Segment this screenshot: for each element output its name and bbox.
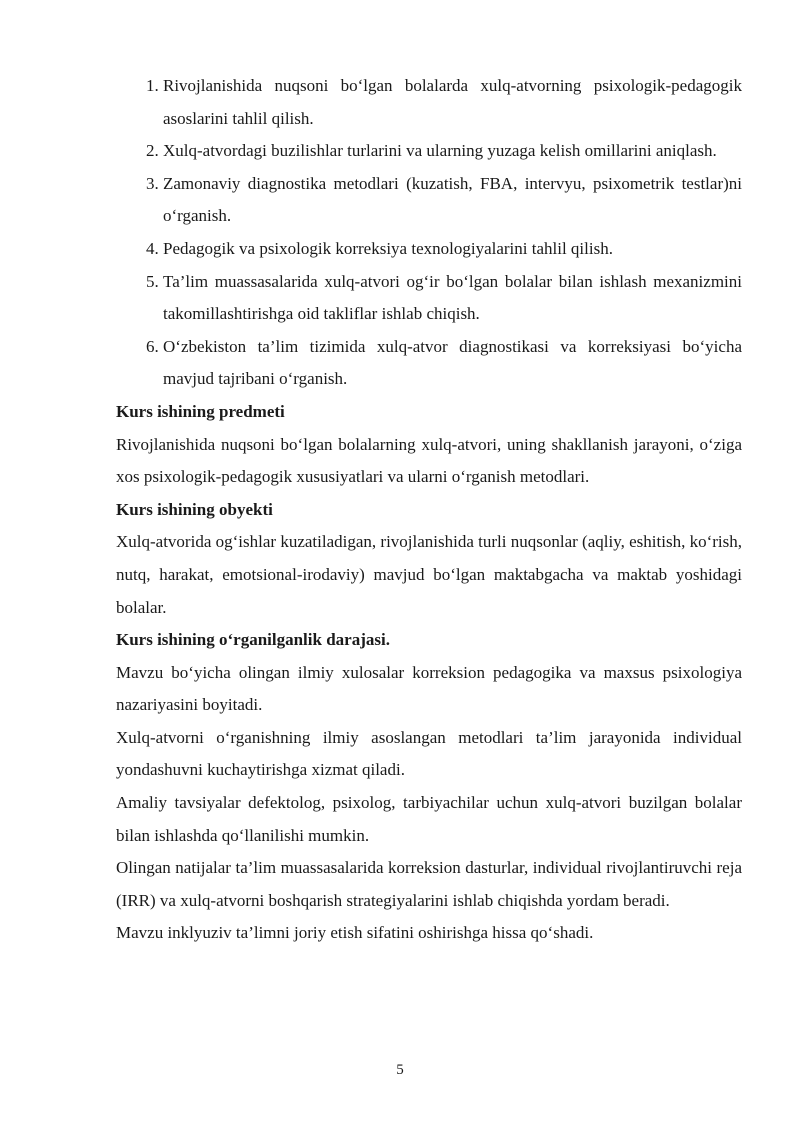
list-item: 1. Rivojlanishida nuqsoni bo‘lgan bolalarda xulq-atvorning psixologik-pedagogik asoslarini tahlil qilish. [163,70,742,135]
list-item: 6. O‘zbekiston ta’lim tizimida xulq-atvor diagnostikasi va korreksiyasi bo‘yicha mavjud tajribani o‘rganish. [163,331,742,396]
study-level-paragraph: Xulq-atvorni o‘rganishning ilmiy asoslangan metodlari ta’lim jarayonida individual yondashuvni kuchaytirishga xizmat qiladi. [116,727,742,780]
study-level-paragraph: Mavzu bo‘yicha olingan ilmiy xulosalar korreksion pedagogika va maxsus psixologiya nazariyasini boyitadi. [116,662,742,715]
study-level-heading: Kurs ishining o‘rganilganlik darajasi. [116,630,390,650]
subject-paragraph: Rivojlanishida nuqsoni bo‘lgan bolalarning xulq-atvori, uning shakllanish jarayoni, o‘ziga xos psixologik-pedagogik xususiyatlari va ularni o‘rganish metodlari. [116,434,742,487]
list-item: 2. Xulq-atvordagi buzilishlar turlarini va ularning yuzaga kelish omillarini aniqlash. [163,135,742,168]
document-page [116,70,742,950]
object-paragraph: Xulq-atvorida og‘ishlar kuzatiladigan, rivojlanishida turli nuqsonlar (aqliy, eshitish, ko‘rish, nutq, harakat, emotsional-irodaviy) mavjud bo‘lgan maktabgacha va maktab yoshidagi bolalar. [116,532,742,617]
subject-heading: Kurs ishining predmeti [116,401,285,421]
list-item: 4. Pedagogik va psixologik korreksiya texnologiyalarini tahlil qilish. [163,233,742,266]
list-item: 3. Zamonaviy diagnostika metodlari (kuzatish, FBA, intervyu, psixometrik testlar)ni o‘rganish. [163,168,742,233]
object-heading: Kurs ishining obyekti [116,499,273,519]
list-item: 5. Ta’lim muassasalarida xulq-atvori og‘ir bo‘lgan bolalar bilan ishlash mexanizmini takomillashtirishga oid takliflar ishlab chiqish. [163,266,742,331]
study-level-paragraph: Olingan natijalar ta’lim muassasalarida korreksion dasturlar, individual rivojlantiruvchi reja (IRR) va xulq-atvorni boshqarish strategiyalarini ishlab chiqishda yordam beradi. [116,858,742,910]
study-level-paragraph: Mavzu inklyuziv ta’limni joriy etish sifatini oshirishga hissa qo‘shadi. [116,923,594,943]
page-number: 5 [396,1062,404,1078]
study-level-paragraph: Amaliy tavsiyalar defektolog, psixolog, tarbiyachilar uchun xulq-atvori buzilgan bolalar bilan ishlashda qo‘llanilishi mumkin. [116,793,742,845]
tasks-list [116,70,742,396]
